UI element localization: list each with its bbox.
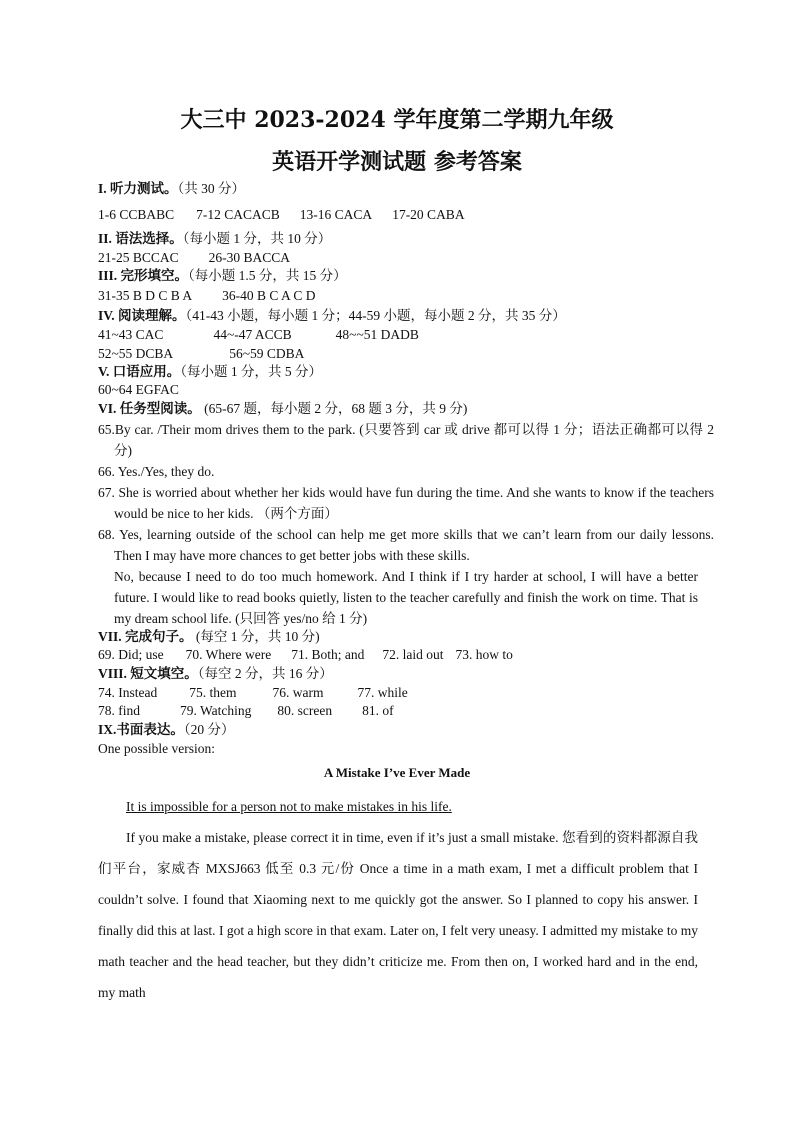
essay-paragraph-1: It is impossible for a person not to make mistakes in his life. bbox=[126, 799, 452, 814]
section-4-answers-row1: 41~43 CAC 44~-47 ACCB 48~~51 DADB bbox=[98, 327, 419, 342]
section-6-heading: VI. 任务型阅读。 (65-67 题，每小题 2 分，68 题 3 分，共 9 分) bbox=[98, 401, 468, 416]
answer-68-alternative: No, because I need to do too much homework. And I think if I try harder at school, I will have a better future. I would like to read books quietly, listen to the teacher carefully and finish the work on time. That is my dream school life. (只回答 yes/no 给 1 分) bbox=[114, 569, 698, 626]
answer-66: 66. Yes./Yes, they do. bbox=[98, 464, 215, 479]
section-2-answers: 21-25 BCCAC 26-30 BACCA bbox=[98, 250, 291, 265]
section-3-answers: 31-35 B D C B A 36-40 B C A C D bbox=[98, 288, 316, 303]
essay-paragraph-2: If you make a mistake, please correct it in time, even if it’s just a small mistake. 您看到的资料都源自我们平台，家威杏 MXSJ663 低至 0.3 元/份 Once a time in a math exam, I met a difficult problem that I couldn’t solve. I found that Xiaoming next to me quickly got the answer. So I planned to copy his answer. I finally did this at last. I got a high score in that exam. Later on, I felt very uneasy. I admitted my mistake to my math teacher and the head teacher, but they didn’t criticize me. From then on, I worked hard and in the end, my math bbox=[98, 830, 698, 1000]
answer-65: 65.By car. /Their mom drives them to the park. (只要答到 car 或 drive 都可以得 1 分；语法正确都可以得 2 分) bbox=[98, 422, 714, 458]
section-1-heading: I. 听力测试。（共 30 分） bbox=[98, 181, 246, 196]
section-7-answers: 69. Did; use 70. Where were 71. Both; and 72. laid out 73. how to bbox=[98, 647, 513, 662]
section-4-answers-row2: 52~55 DCBA 56~59 CDBA bbox=[98, 346, 305, 361]
section-3-heading: III. 完形填空。（每小题 1.5 分，共 15 分） bbox=[98, 268, 347, 283]
section-4-heading: IV. 阅读理解。（41-43 小题，每小题 1 分；44-59 小题，每小题 2 分，共 35 分） bbox=[98, 308, 566, 323]
answer-67: 67. She is worried about whether her kids would have fun during the time. And she wants to know if the teachers would be nice to her kids. （两个方面） bbox=[98, 485, 714, 521]
section-7-heading: VII. 完成句子。 (每空 1 分，共 10 分) bbox=[98, 629, 320, 644]
section-9-heading: IX.书面表达。（20 分） bbox=[98, 722, 235, 737]
section-5-answers: 60~64 EGFAC bbox=[98, 382, 179, 397]
section-8-answers-row2: 78. find 79. Watching 80. screen 81. of bbox=[98, 703, 394, 718]
section-5-heading: V. 口语应用。（每小题 1 分，共 5 分） bbox=[98, 364, 323, 379]
page-subtitle: 英语开学测试题 参考答案 bbox=[272, 149, 522, 175]
section-8-heading: VIII. 短文填空。（每空 2 分，共 16 分） bbox=[98, 666, 333, 681]
section-1-answers: 1-6 CCBABC 7-12 CACACB 13-16 CACA 17-20 CABA bbox=[98, 207, 465, 222]
section-8-answers-row1: 74. Instead 75. them 76. warm 77. while bbox=[98, 685, 408, 700]
essay-title: A Mistake I’ve Ever Made bbox=[323, 765, 471, 780]
section-2-heading: II. 语法选择。（每小题 1 分，共 10 分） bbox=[98, 231, 332, 246]
page-title: 大三中 2023-2024 学年度第二学期九年级 bbox=[180, 107, 614, 133]
answer-68: 68. Yes, learning outside of the school can help me get more skills that we can’t learn from our daily lessons. Then I may have more chances to get better jobs with these skills. bbox=[98, 527, 714, 563]
essay-intro: One possible version: bbox=[98, 741, 215, 756]
